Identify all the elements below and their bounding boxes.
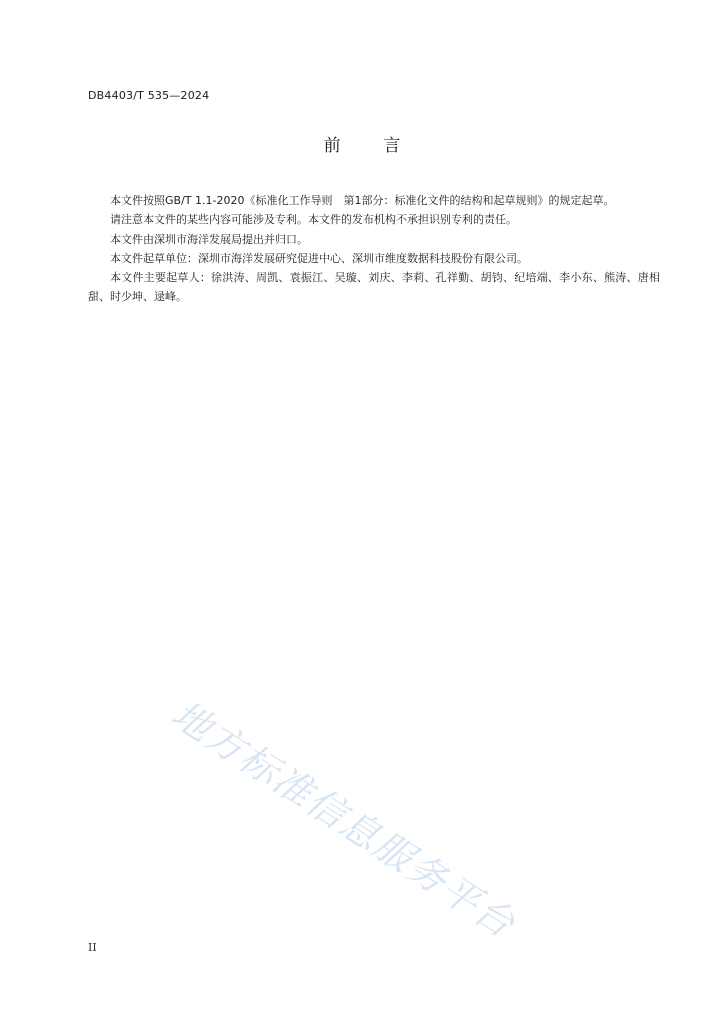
document-code: DB4403/T 535—2024 bbox=[88, 89, 210, 102]
paragraph-drafting-units: 本文件起草单位：深圳市海洋发展研究促进中心、深圳市维度数据科技股份有限公司。 bbox=[110, 251, 528, 265]
page-title bbox=[0, 131, 724, 156]
paragraph-drafters: 本文件主要起草人：徐洪涛、周凯、袁振江、吴璇、刘庆、李莉、孔祥勤、胡钧、纪培端、李小东、熊涛、唐相甜、时少坤、逯峰。 bbox=[88, 271, 660, 304]
title-char-left: 前 bbox=[323, 136, 341, 156]
watermark-text: 地方标准信息服务平台 bbox=[164, 691, 524, 947]
paragraph-proposer: 本文件由深圳市海洋发展局提出并归口。 bbox=[110, 232, 308, 246]
paragraph-patent-notice: 请注意本文件的某些内容可能涉及专利。本文件的发布机构不承担识别专利的责任。 bbox=[110, 213, 517, 227]
page-number: II bbox=[88, 941, 97, 954]
paragraph-drafting-basis: 本文件按照GB/T 1.1-2020《标准化工作导则 第1部分：标准化文件的结构和起草规则》的规定起草。 bbox=[110, 194, 615, 207]
title-char-right: 言 bbox=[383, 136, 401, 156]
foreword-body bbox=[88, 191, 660, 307]
